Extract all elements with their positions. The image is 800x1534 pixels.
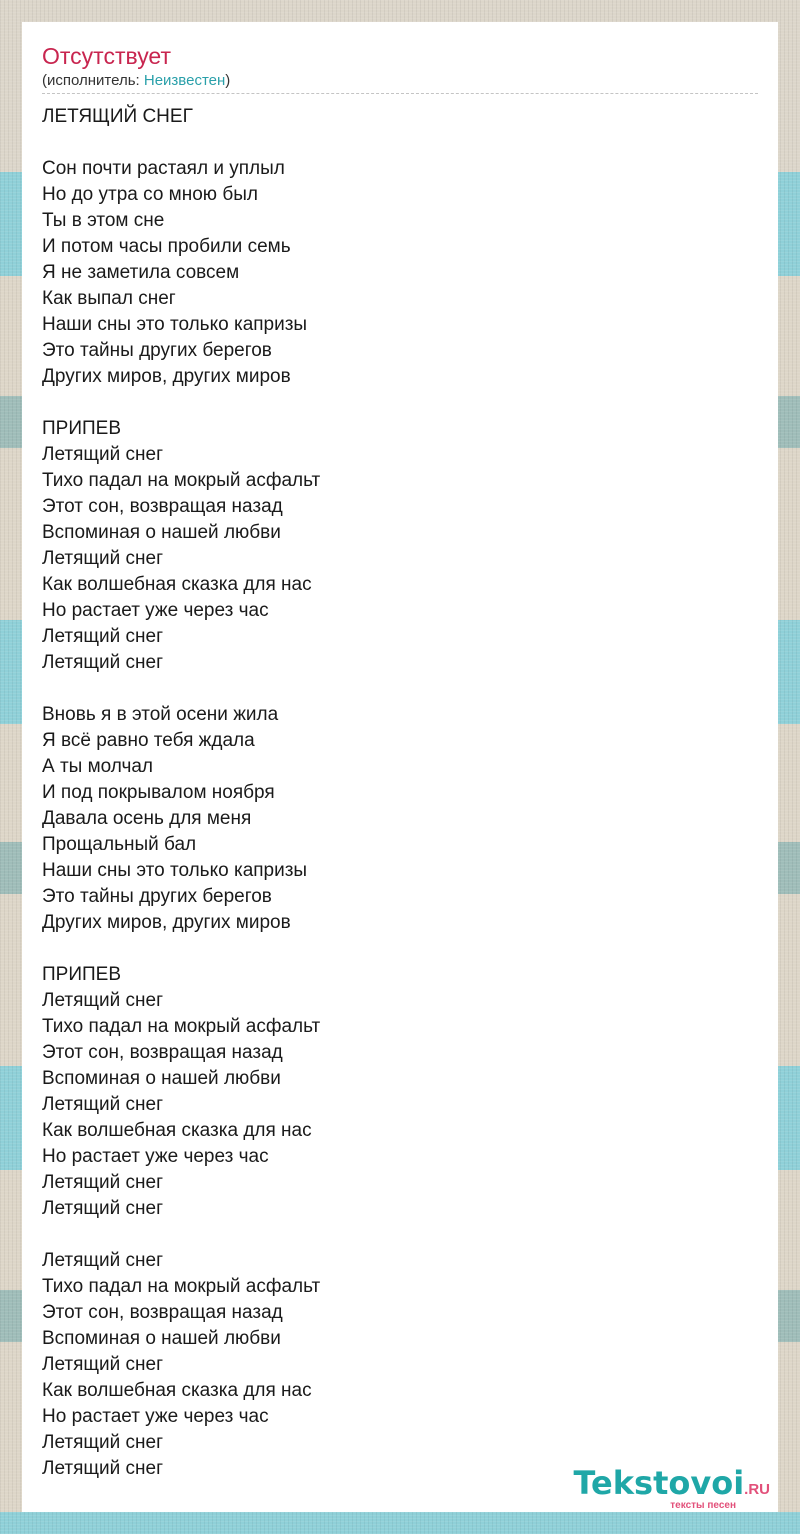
performer-link[interactable]: Неизвестен <box>143 72 226 89</box>
lyrics-line: Как волшебная сказка для нас <box>42 1380 312 1401</box>
lyrics-line: Вспоминая о нашей любви <box>42 522 281 543</box>
lyrics-line: И потом часы пробили семь <box>42 236 291 257</box>
lyrics-line: Но растает уже через час <box>42 1146 269 1167</box>
lyrics-line: ПРИПЕВ <box>42 418 121 439</box>
lyrics-line: Летящий снег <box>42 1172 164 1193</box>
lyrics-line: Как волшебная сказка для нас <box>42 1120 312 1141</box>
lyrics-line: Летящий снег <box>42 1458 164 1479</box>
lyrics-line: Летящий снег <box>42 652 164 673</box>
lyrics-blank-line <box>42 1222 758 1248</box>
lyrics-line: Летящий снег <box>42 1094 164 1115</box>
lyrics-line: Летящий снег <box>42 444 164 465</box>
lyrics-line: Как волшебная сказка для нас <box>42 574 312 595</box>
lyrics-blank-line <box>42 390 758 416</box>
lyrics-line: ЛЕТЯЩИЙ СНЕГ <box>42 106 193 127</box>
logo-name: Tekstovoi <box>573 1464 745 1502</box>
lyrics-blank-line <box>42 936 758 962</box>
lyrics-line: Это тайны других берегов <box>42 340 272 361</box>
site-logo[interactable] <box>550 1466 770 1511</box>
lyrics-line: Других миров, других миров <box>42 366 291 387</box>
lyrics-line: Наши сны это только капризы <box>42 860 308 881</box>
lyrics-line: Давала осень для меня <box>42 808 252 829</box>
lyrics-text <box>42 104 758 1482</box>
logo-tagline: тексты песен <box>670 1500 736 1511</box>
lyrics-line: Летящий снег <box>42 626 164 647</box>
logo-tld: .RU <box>744 1481 770 1498</box>
lyrics-line: Прощальный бал <box>42 834 197 855</box>
lyrics-line: Летящий снег <box>42 1250 164 1271</box>
lyrics-line: Сон почти растаял и уплыл <box>42 158 285 179</box>
title-divider <box>42 93 758 94</box>
performer-suffix: ) <box>225 72 231 89</box>
lyrics-line: Тихо падал на мокрый асфальт <box>42 1016 321 1037</box>
lyrics-line: Тихо падал на мокрый асфальт <box>42 470 321 491</box>
logo-wordmark <box>550 1466 770 1500</box>
lyrics-line: Летящий снег <box>42 548 164 569</box>
lyrics-line: Этот сон, возвращая назад <box>42 496 283 517</box>
lyrics-line: Других миров, других миров <box>42 912 291 933</box>
lyrics-line: Но до утра со мною был <box>42 184 258 205</box>
lyrics-line: Я не заметила совсем <box>42 262 240 283</box>
lyrics-line: Этот сон, возвращая назад <box>42 1302 283 1323</box>
lyrics-line: Но растает уже через час <box>42 1406 269 1427</box>
lyrics-line: Тихо падал на мокрый асфальт <box>42 1276 321 1297</box>
lyrics-line: А ты молчал <box>42 756 154 777</box>
lyrics-line: ПРИПЕВ <box>42 964 121 985</box>
lyrics-blank-line <box>42 676 758 702</box>
performer-prefix: (исполнитель: <box>42 72 144 89</box>
lyrics-blank-line <box>42 130 758 156</box>
lyrics-line: Вновь я в этой осени жила <box>42 704 279 725</box>
lyrics-line: Вспоминая о нашей любви <box>42 1328 281 1349</box>
lyrics-card <box>22 22 778 1512</box>
lyrics-line: Летящий снег <box>42 1432 164 1453</box>
lyrics-line: Но растает уже через час <box>42 600 269 621</box>
lyrics-line: Я всё равно тебя ждала <box>42 730 255 751</box>
lyrics-line: Летящий снег <box>42 1354 164 1375</box>
lyrics-line: Вспоминая о нашей любви <box>42 1068 281 1089</box>
lyrics-line: Наши сны это только капризы <box>42 314 308 335</box>
lyrics-line: И под покрывалом ноября <box>42 782 275 803</box>
performer-line <box>42 71 758 91</box>
lyrics-line: Летящий снег <box>42 1198 164 1219</box>
lyrics-line: Этот сон, возвращая назад <box>42 1042 283 1063</box>
lyrics-line: Как выпал снег <box>42 288 176 309</box>
lyrics-line: Летящий снег <box>42 990 164 1011</box>
song-title: Отсутствует <box>42 43 171 69</box>
lyrics-line: Это тайны других берегов <box>42 886 272 907</box>
lyrics-line: Ты в этом сне <box>42 210 165 231</box>
